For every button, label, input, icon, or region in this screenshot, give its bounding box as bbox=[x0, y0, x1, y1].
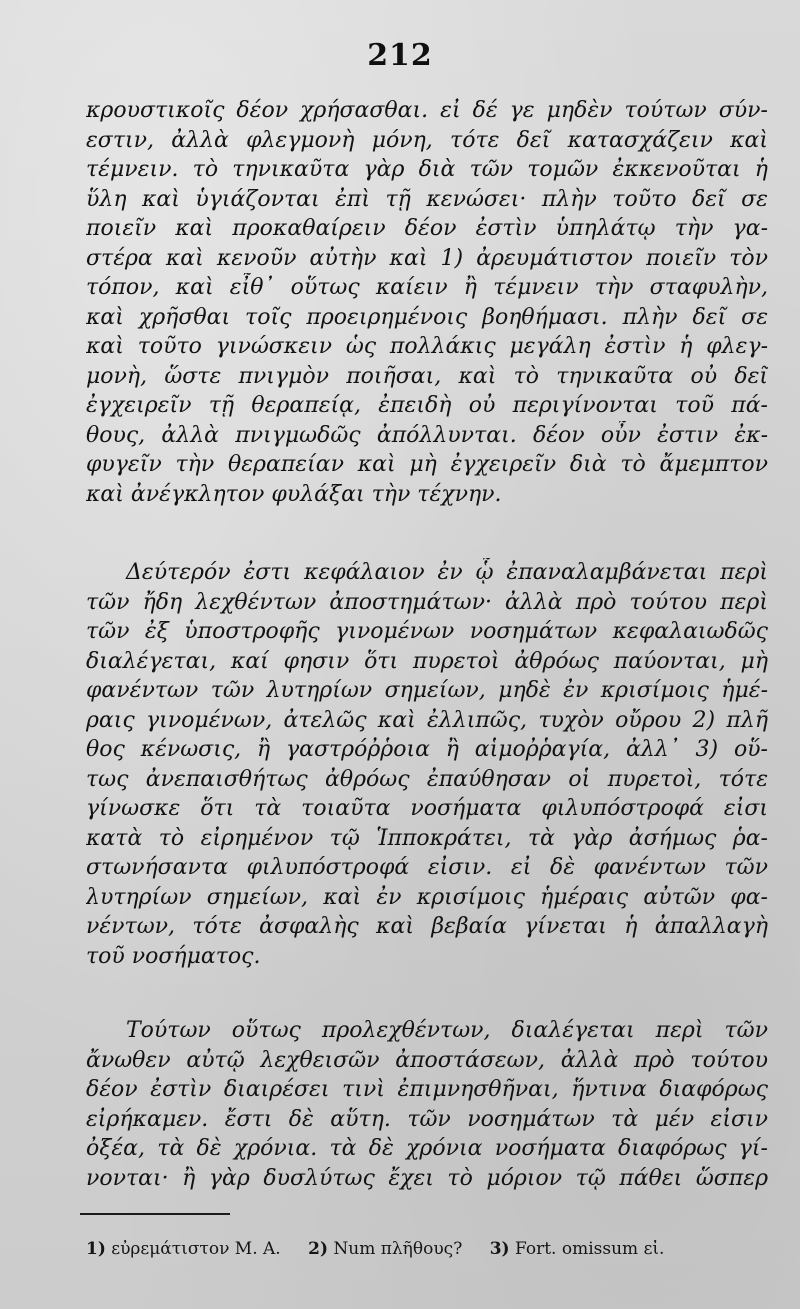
text-line: στέρα καὶ κενοῦν αὐτὴν καὶ 1) ἀρευμάτιστον ποιεῖν τὸν bbox=[86, 245, 768, 271]
text-line: τόπον, καὶ εἶθ᾽ οὕτως καίειν ἢ τέμνειν τὴν σταφυλὴν, bbox=[86, 275, 768, 300]
text-line: καὶ χρῆσθαι τοῖς προειρημένοις βοηθήμασι. πλὴν δεῖ σε bbox=[86, 304, 768, 330]
text-line: θους, ἀλλὰ πνιγμωδῶς ἀπόλλυνται. δέον οὖν ἐστιν ἐκ- bbox=[86, 422, 768, 448]
footnote-1 bbox=[86, 1238, 281, 1260]
text-line: εστιν, ἀλλὰ φλεγμονὴ μόνη, τότε δεῖ κατασχάζειν καὶ bbox=[86, 127, 768, 153]
text-line: νονται· ἢ γὰρ δυσλύτως ἔχει τὸ μόριον τῷ πάθει ὥσπερ bbox=[86, 1165, 768, 1191]
text-line: κρουστικοῖς δέον χρήσασθαι. εἰ δέ γε μηδὲν τούτων σύν- bbox=[86, 98, 768, 123]
text-line: λυτηρίων σημείων, καὶ ἐν κρισίμοις ἡμέραις αὐτῶν φα- bbox=[86, 884, 768, 910]
text-line: νέντων, τότε ἀσφαλὴς καὶ βεβαία γίνεται ἡ ἀπαλλαγὴ bbox=[86, 914, 768, 939]
text-line: ραις γινομένων, ἀτελῶς καὶ ἐλλιπῶς, τυχὸν οὔρου 2) πλῆ bbox=[86, 707, 768, 733]
footnotes bbox=[86, 1238, 768, 1260]
text-line: μονὴ, ὥστε πνιγμὸν ποιῆσαι, καὶ τὸ τηνικαῦτα οὐ δεῖ bbox=[86, 363, 768, 389]
paragraph-2 bbox=[86, 558, 768, 971]
footnote-text: εὐρεμάτιστον M. A. bbox=[111, 1239, 281, 1259]
text-line: δέον ἐστὶν διαιρέσει τινὶ ἐπιμνησθῆναι, ἥντινα διαφόρως bbox=[86, 1077, 768, 1102]
text-line: Δεύτερόν ἐστι κεφάλαιον ἐν ᾧ ἐπαναλαμβάνεται περὶ bbox=[126, 560, 768, 585]
text-line: τοῦ νοσήματος. bbox=[86, 943, 261, 969]
text-line: θος κένωσις, ἢ γαστρόῤῥοια ἢ αἱμοῤῥαγία, ἀλλ᾽ 3) οὕ- bbox=[86, 737, 768, 762]
text-line: τέμνειν. τὸ τηνικαῦτα γὰρ διὰ τῶν τομῶν ἐκκενοῦται ἡ bbox=[86, 157, 768, 182]
text-line: ἄνωθεν αὐτῷ λεχθεισῶν ἀποστάσεων, ἀλλὰ πρὸ τούτου bbox=[86, 1047, 768, 1073]
footnote-number: 2) bbox=[308, 1239, 328, 1259]
text-line: τως ἀνεπαισθήτως ἀθρόως ἐπαύθησαν οἱ πυρετοὶ, τότε bbox=[86, 766, 768, 792]
text-line: ποιεῖν καὶ προκαθαίρειν δέον ἐστὶν ὑπηλάτῳ τὴν γα- bbox=[86, 216, 768, 241]
text-line: Τούτων οὕτως προλεχθέντων, διαλέγεται περὶ τῶν bbox=[126, 1018, 768, 1043]
text-line: γίνωσκε ὅτι τὰ τοιαῦτα νοσήματα φιλυπόστροφά εἰσι bbox=[86, 796, 768, 821]
footnote-3 bbox=[490, 1238, 665, 1260]
text-line: καὶ τοῦτο γινώσκειν ὡς πολλάκις μεγάλη ἐστὶν ἡ φλεγ- bbox=[86, 334, 768, 359]
text-line: εἰρήκαμεν. ἔστι δὲ αὕτη. τῶν νοσημάτων τὰ μέν εἰσιν bbox=[86, 1106, 768, 1132]
footnote-divider bbox=[80, 1213, 230, 1215]
paragraph-3 bbox=[86, 1016, 768, 1193]
text-line: καὶ ἀνέγκλητον φυλάξαι τὴν τέχνην. bbox=[86, 481, 502, 507]
text-line: φυγεῖν τὴν θεραπείαν καὶ μὴ ἐγχειρεῖν διὰ τὸ ἄμεμπτον bbox=[86, 452, 768, 477]
text-line: τῶν ἐξ ὑποστροφῆς γινομένων νοσημάτων κεφαλαιωδῶς bbox=[86, 619, 768, 644]
text-line: ὕλη καὶ ὑγιάζονται ἐπὶ τῇ κενώσει· πλὴν τοῦτο δεῖ σε bbox=[86, 186, 768, 212]
text-line: κατὰ τὸ εἰρημένον τῷ Ἱπποκράτει, τὰ γὰρ ἀσήμως ῥα- bbox=[86, 825, 768, 851]
text-line: διαλέγεται, καί φησιν ὅτι πυρετοὶ ἀθρόως παύονται, μὴ bbox=[86, 648, 768, 674]
footnote-text: Fort. omissum εἰ. bbox=[515, 1239, 665, 1259]
paragraph-1 bbox=[86, 96, 768, 509]
text-line: φανέντων τῶν λυτηρίων σημείων, μηδὲ ἐν κρισίμοις ἡμέ- bbox=[86, 678, 768, 703]
text-line: ὀξέα, τὰ δὲ χρόνια. τὰ δὲ χρόνια νοσήματα διαφόρως γί- bbox=[86, 1136, 768, 1161]
page-number: 212 bbox=[367, 38, 433, 73]
text-line: ἐγχειρεῖν τῇ θεραπείᾳ, ἐπειδὴ οὐ περιγίνονται τοῦ πά- bbox=[86, 393, 768, 418]
footnote-number: 1) bbox=[86, 1239, 106, 1259]
footnote-2 bbox=[308, 1238, 462, 1260]
text-line: τῶν ἤδη λεχθέντων ἀποστημάτων· ἀλλὰ πρὸ τούτου περὶ bbox=[86, 589, 768, 615]
footnote-text: Num πλῆθους? bbox=[333, 1239, 463, 1259]
text-line: στωνήσαντα φιλυπόστροφά εἰσιν. εἰ δὲ φανέντων τῶν bbox=[86, 855, 768, 880]
footnote-number: 3) bbox=[489, 1239, 510, 1259]
